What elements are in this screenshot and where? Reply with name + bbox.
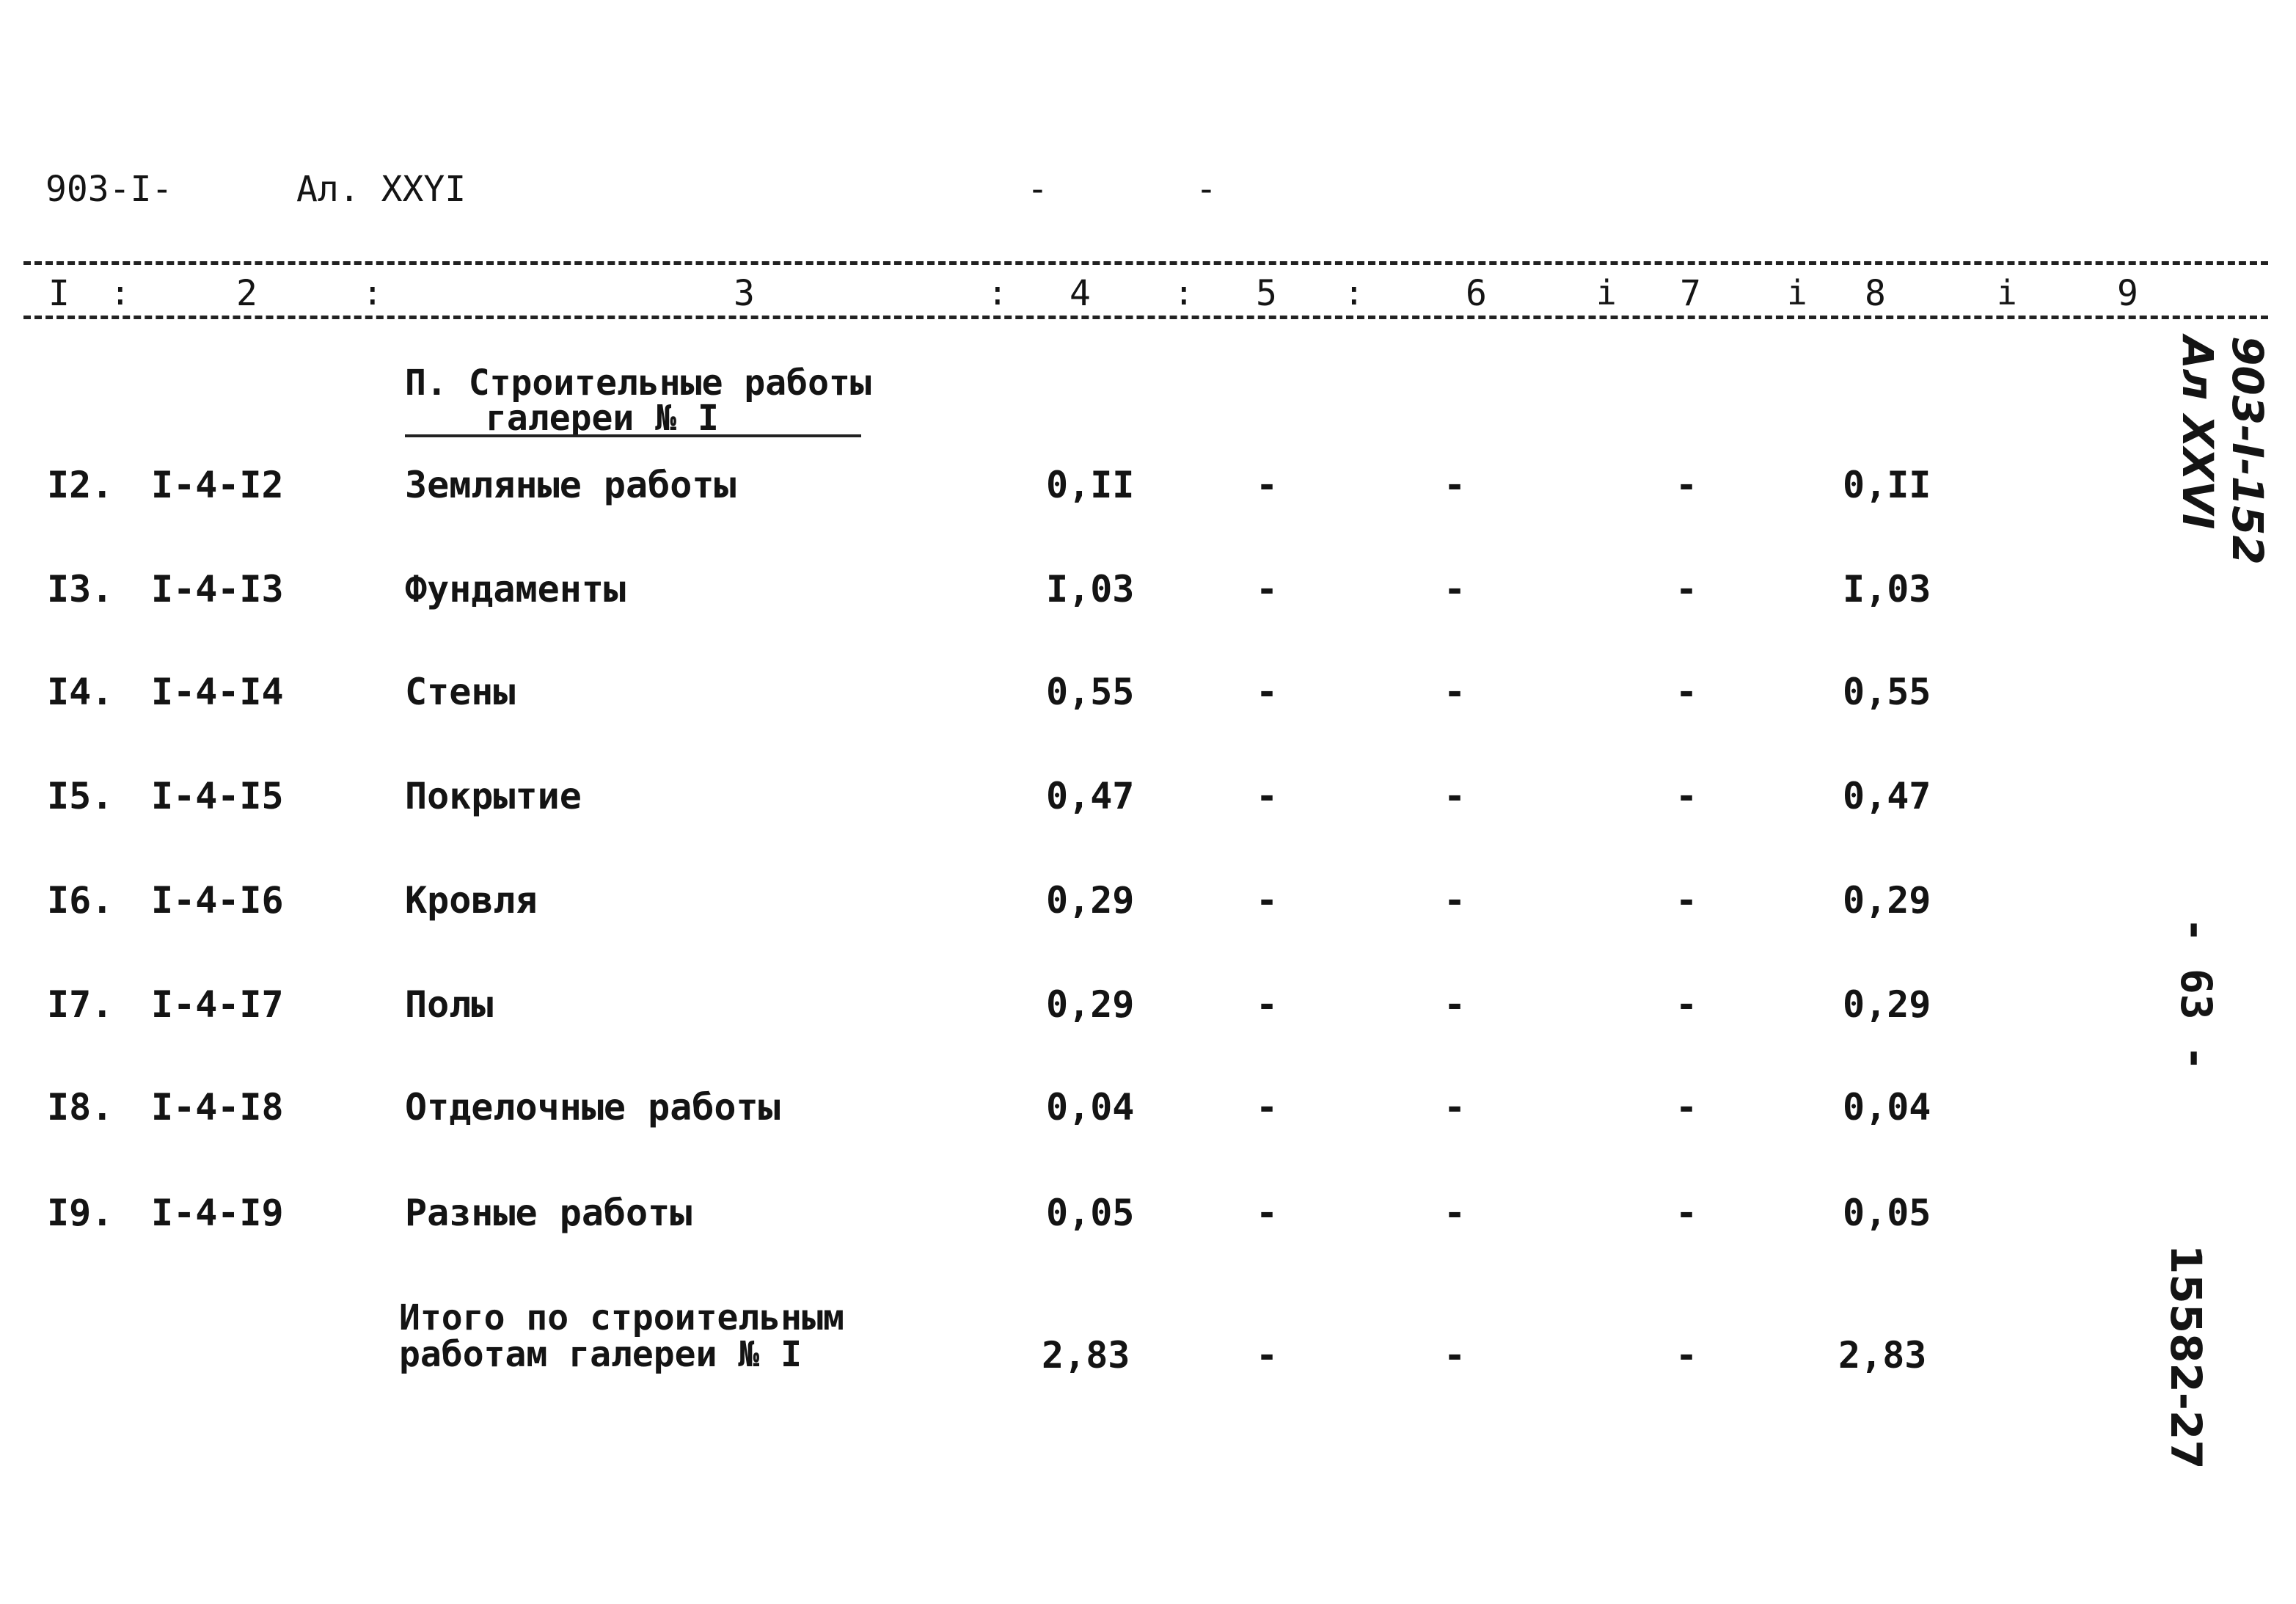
row-col5: - bbox=[1256, 983, 1279, 1026]
row-number: I7. bbox=[47, 983, 114, 1026]
row-name: Разные работы bbox=[405, 1192, 692, 1234]
column-separator: i bbox=[1787, 273, 1807, 313]
row-name: Полы bbox=[405, 983, 494, 1026]
row-col7: - bbox=[1675, 464, 1698, 506]
row-col8: 0,II bbox=[1843, 464, 1931, 506]
row-col4: 0,29 bbox=[1046, 983, 1135, 1026]
section-title-underline bbox=[405, 434, 861, 437]
row-col7: - bbox=[1675, 879, 1698, 922]
section-title-line1: П. Строительные работы bbox=[405, 362, 871, 404]
row-col8: 0,47 bbox=[1843, 775, 1931, 817]
column-number: 5 bbox=[1256, 273, 1277, 314]
row-col4: 0,47 bbox=[1046, 775, 1135, 817]
row-col6: - bbox=[1444, 775, 1466, 817]
row-col6: - bbox=[1444, 1086, 1466, 1129]
row-col7: - bbox=[1675, 983, 1698, 1026]
album-label: Ал. XXYI bbox=[296, 169, 467, 210]
row-col6: - bbox=[1444, 464, 1466, 506]
row-code: I-4-I8 bbox=[151, 1086, 284, 1129]
row-col6: - bbox=[1444, 983, 1466, 1026]
header-dash: - bbox=[1027, 169, 1048, 210]
row-col8: 0,04 bbox=[1843, 1086, 1931, 1129]
row-name: Покрытие bbox=[405, 775, 582, 817]
row-number: I3. bbox=[47, 568, 114, 610]
column-separator: i bbox=[1596, 273, 1617, 313]
row-code: I-4-I5 bbox=[151, 775, 284, 817]
column-number: 6 bbox=[1466, 273, 1487, 314]
row-name: Кровля bbox=[405, 879, 538, 922]
column-number: 8 bbox=[1865, 273, 1886, 314]
column-number: 7 bbox=[1680, 273, 1701, 314]
row-col8: I,03 bbox=[1843, 568, 1931, 610]
row-col6: - bbox=[1444, 568, 1466, 610]
document-code: 903-I- bbox=[45, 169, 173, 210]
row-col4: 0,55 bbox=[1046, 671, 1135, 713]
margin-stamp-album: Ал XXVI bbox=[2173, 336, 2223, 530]
column-separator: i bbox=[1997, 273, 2017, 313]
row-number: I9. bbox=[47, 1192, 114, 1234]
column-separator: : bbox=[362, 273, 383, 313]
column-separator: : bbox=[1174, 273, 1194, 313]
row-col5: - bbox=[1256, 1192, 1279, 1234]
row-col7: - bbox=[1675, 568, 1698, 610]
total-col7: - bbox=[1675, 1334, 1698, 1377]
column-separator: : bbox=[110, 273, 131, 313]
row-col6: - bbox=[1444, 1192, 1466, 1234]
row-col4: 0,04 bbox=[1046, 1086, 1135, 1129]
row-code: I-4-I9 bbox=[151, 1192, 284, 1234]
row-number: I8. bbox=[47, 1086, 114, 1129]
total-label-line1: Итого по строительным bbox=[399, 1297, 844, 1338]
row-col4: 0,II bbox=[1046, 464, 1135, 506]
header-dash: - bbox=[1196, 169, 1217, 210]
row-number: I6. bbox=[47, 879, 114, 922]
total-col8: 2,83 bbox=[1838, 1334, 1927, 1377]
row-col4: I,03 bbox=[1046, 568, 1135, 610]
row-col6: - bbox=[1444, 879, 1466, 922]
row-number: I2. bbox=[47, 464, 114, 506]
row-col5: - bbox=[1256, 775, 1279, 817]
row-col7: - bbox=[1675, 1192, 1698, 1234]
column-number: 4 bbox=[1070, 273, 1091, 314]
column-separator: : bbox=[1344, 273, 1364, 313]
row-col8: 0,55 bbox=[1843, 671, 1931, 713]
row-col5: - bbox=[1256, 464, 1279, 506]
row-col7: - bbox=[1675, 775, 1698, 817]
row-name: Фундаменты bbox=[405, 568, 626, 610]
row-col8: 0,29 bbox=[1843, 983, 1931, 1026]
page-number: - 63 - bbox=[2171, 917, 2221, 1071]
row-col4: 0,05 bbox=[1046, 1192, 1135, 1234]
row-code: I-4-I6 bbox=[151, 879, 284, 922]
row-col4: 0,29 bbox=[1046, 879, 1135, 922]
column-separator: : bbox=[987, 273, 1008, 313]
column-number: I bbox=[48, 273, 70, 314]
margin-stamp-code: 903-I-152 bbox=[2223, 336, 2273, 565]
row-code: I-4-I2 bbox=[151, 464, 284, 506]
row-col5: - bbox=[1256, 879, 1279, 922]
row-col7: - bbox=[1675, 1086, 1698, 1129]
row-col8: 0,05 bbox=[1843, 1192, 1931, 1234]
row-col5: - bbox=[1256, 1086, 1279, 1129]
row-number: I5. bbox=[47, 775, 114, 817]
row-col5: - bbox=[1256, 671, 1279, 713]
column-number: 3 bbox=[734, 273, 755, 314]
total-col6: - bbox=[1444, 1334, 1466, 1377]
header-rule-top bbox=[23, 261, 2268, 265]
total-col4: 2,83 bbox=[1042, 1334, 1130, 1377]
column-number: 2 bbox=[236, 273, 257, 314]
section-title-line2: галереи № I bbox=[486, 398, 719, 439]
row-name: Отделочные работы bbox=[405, 1086, 780, 1129]
row-col5: - bbox=[1256, 568, 1279, 610]
total-label-line2: работам галереи № I bbox=[399, 1334, 802, 1375]
inventory-number: 15582-27 bbox=[2161, 1244, 2211, 1470]
row-code: I-4-I3 bbox=[151, 568, 284, 610]
row-code: I-4-I7 bbox=[151, 983, 284, 1026]
row-number: I4. bbox=[47, 671, 114, 713]
row-col8: 0,29 bbox=[1843, 879, 1931, 922]
row-col7: - bbox=[1675, 671, 1698, 713]
row-name: Земляные работы bbox=[405, 464, 736, 506]
header-rule-bottom bbox=[23, 316, 2268, 319]
total-col5: - bbox=[1256, 1334, 1279, 1377]
row-code: I-4-I4 bbox=[151, 671, 284, 713]
row-name: Стены bbox=[405, 671, 516, 713]
column-number: 9 bbox=[2117, 273, 2138, 314]
row-col6: - bbox=[1444, 671, 1466, 713]
